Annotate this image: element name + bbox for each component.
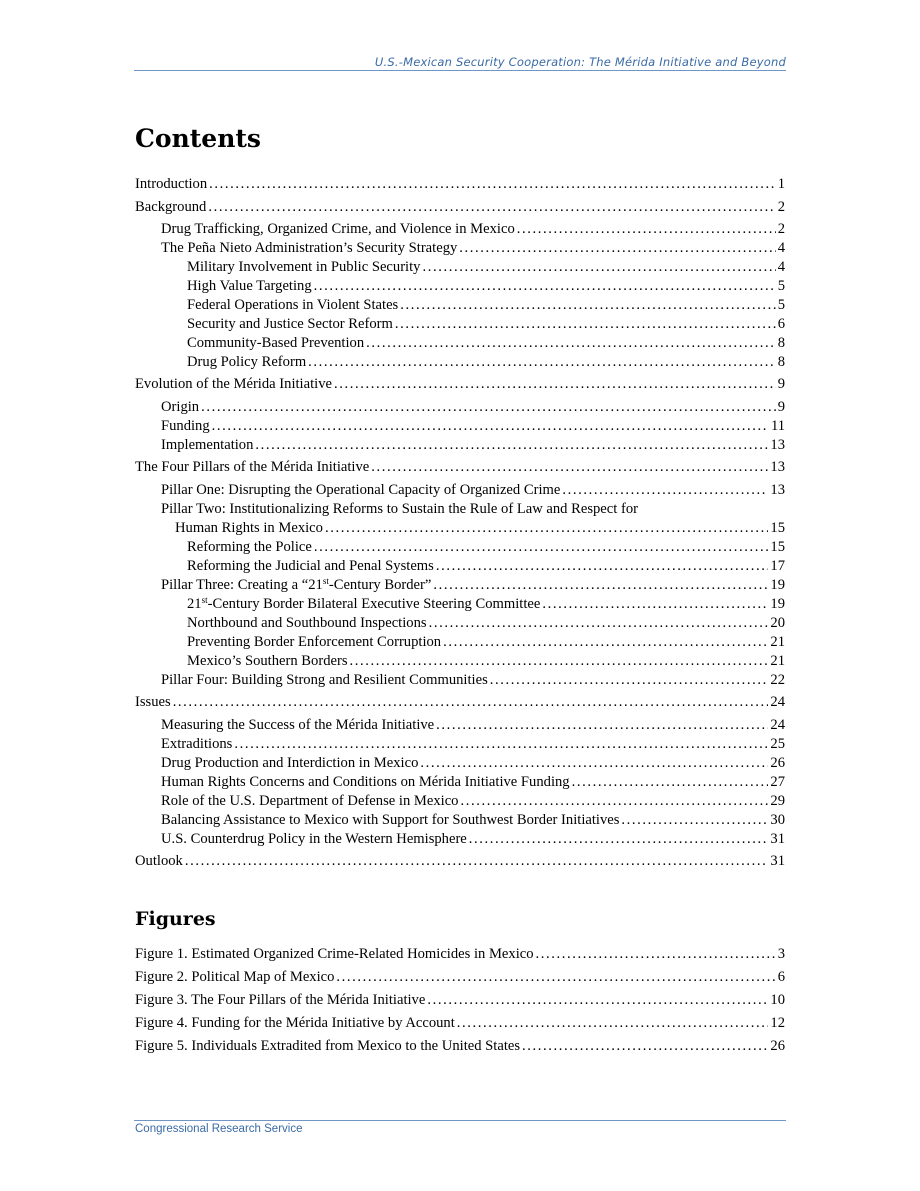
running-header: U.S.-Mexican Security Cooperation: The Mérida Initiative and Beyond <box>374 55 786 69</box>
figure-entry[interactable]: Figure 4. Funding for the Mérida Initiative by Account ..... 12 <box>135 1013 785 1033</box>
toc-entry[interactable]: Outlook ..... 31 <box>135 851 785 871</box>
footer-rule <box>134 1120 786 1121</box>
footer-publisher: Congressional Research Service <box>135 1123 303 1135</box>
toc-entry[interactable]: Measuring the Success of the Mérida Initiative ..... 24 <box>161 715 785 735</box>
toc-entry[interactable]: Northbound and Southbound Inspections ..... 20 <box>187 613 785 633</box>
toc-entry[interactable]: Balancing Assistance to Mexico with Support for Southwest Border Initiatives ..... 30 <box>161 810 785 830</box>
toc-entry[interactable]: Mexico’s Southern Borders ..... 21 <box>187 651 785 671</box>
toc-entry[interactable]: Background ..... 2 <box>135 197 785 217</box>
toc-entry[interactable]: Human Rights in Mexico ..... 15 <box>175 518 785 538</box>
toc-entry[interactable]: Drug Production and Interdiction in Mexico ..... 26 <box>161 753 785 773</box>
toc-entry[interactable]: High Value Targeting ..... 5 <box>187 276 785 296</box>
toc-entry[interactable]: Issues ..... 24 <box>135 692 785 712</box>
toc-entry[interactable]: Preventing Border Enforcement Corruption ..... 21 <box>187 632 785 652</box>
figure-entry[interactable]: Figure 1. Estimated Organized Crime-Related Homicides in Mexico ..... 3 <box>135 944 785 964</box>
toc-entry[interactable]: Human Rights Concerns and Conditions on Mérida Initiative Funding ..... 27 <box>161 772 785 792</box>
contents-heading: Contents <box>135 124 262 153</box>
figure-entry[interactable]: Figure 2. Political Map of Mexico ..... 6 <box>135 967 785 987</box>
figure-entry[interactable]: Figure 3. The Four Pillars of the Mérida Initiative ..... 10 <box>135 990 785 1010</box>
toc-entry[interactable]: Introduction ..... 1 <box>135 174 785 194</box>
toc-entry[interactable]: Origin ..... 9 <box>161 397 785 417</box>
toc-entry[interactable]: The Peña Nieto Administration’s Security Strategy ..... 4 <box>161 238 785 258</box>
toc-entry[interactable]: Drug Policy Reform ..... 8 <box>187 352 785 372</box>
toc-entry[interactable]: Pillar Three: Creating a “21st-Century Border” ..... 19 <box>161 575 785 595</box>
toc-entry[interactable]: U.S. Counterdrug Policy in the Western Hemisphere ..... 31 <box>161 829 785 849</box>
toc-entry[interactable]: Security and Justice Sector Reform ..... 6 <box>187 314 785 334</box>
toc-entry[interactable]: Reforming the Police ..... 15 <box>187 537 785 557</box>
toc-entry[interactable]: Evolution of the Mérida Initiative ..... 9 <box>135 374 785 394</box>
toc-entry[interactable]: 21st-Century Border Bilateral Executive Steering Committee ..... 19 <box>187 594 785 614</box>
toc-entry[interactable]: Funding ..... 11 <box>161 416 785 436</box>
toc-entry[interactable]: Pillar One: Disrupting the Operational Capacity of Organized Crime ..... 13 <box>161 480 785 500</box>
toc-entry[interactable]: The Four Pillars of the Mérida Initiative ..... 13 <box>135 457 785 477</box>
toc-entry[interactable]: Implementation ..... 13 <box>161 435 785 455</box>
toc-entry[interactable]: Federal Operations in Violent States ..... 5 <box>187 295 785 315</box>
toc-entry-first-line[interactable]: Pillar Two: Institutionalizing Reforms to Sustain the Rule of Law and Respect for <box>161 501 638 517</box>
toc-entry[interactable]: Extraditions ..... 25 <box>161 734 785 754</box>
toc-entry[interactable]: Military Involvement in Public Security ..... 4 <box>187 257 785 277</box>
toc-entry[interactable]: Community-Based Prevention ..... 8 <box>187 333 785 353</box>
toc-entry[interactable]: Role of the U.S. Department of Defense in Mexico ..... 29 <box>161 791 785 811</box>
toc-entry[interactable]: Pillar Four: Building Strong and Resilient Communities ..... 22 <box>161 670 785 690</box>
figures-heading: Figures <box>135 908 216 930</box>
toc-entry[interactable]: Drug Trafficking, Organized Crime, and Violence in Mexico ..... 2 <box>161 219 785 239</box>
figure-entry[interactable]: Figure 5. Individuals Extradited from Mexico to the United States ..... 26 <box>135 1036 785 1056</box>
toc-entry[interactable]: Reforming the Judicial and Penal Systems ..... 17 <box>187 556 785 576</box>
